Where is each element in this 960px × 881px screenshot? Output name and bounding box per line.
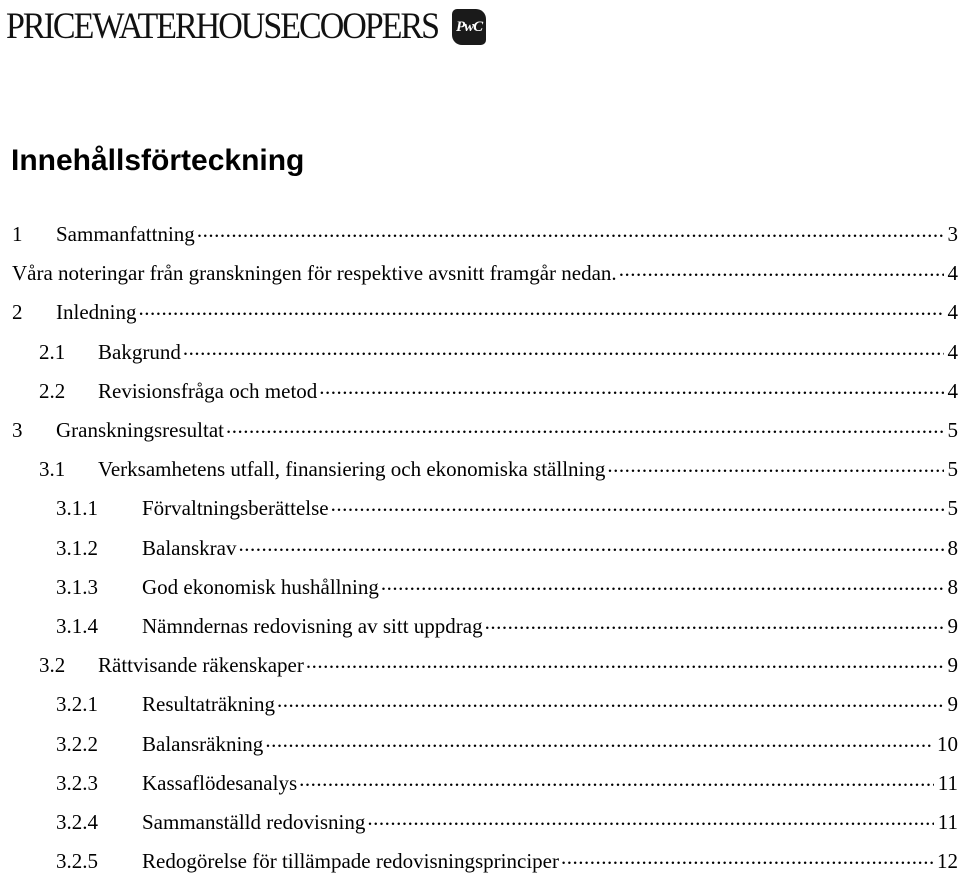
toc-entry-page-number: 9 <box>947 653 958 678</box>
toc-entry-label: Balansräkning <box>142 731 264 756</box>
dot-leader <box>277 690 944 711</box>
toc-entry[interactable] <box>56 808 958 838</box>
toc-entry-number: 2.1 <box>39 339 66 364</box>
dot-leader <box>226 416 944 437</box>
toc-entry-label: Balanskrav <box>142 535 237 560</box>
toc-entry-page-number: 9 <box>947 692 958 717</box>
toc-entry[interactable] <box>56 612 958 642</box>
toc-entry-number: 3.1.4 <box>56 614 98 638</box>
toc-entry[interactable] <box>56 847 958 877</box>
toc-entry[interactable] <box>39 651 958 681</box>
dot-leader <box>319 377 943 398</box>
dot-leader <box>306 651 944 672</box>
toc-entry-label: Resultaträkning <box>142 692 275 717</box>
toc-entry-number: 3.2.3 <box>56 770 98 795</box>
toc-entry-number: 3.2.5 <box>56 849 98 874</box>
toc-entry-label: Våra noteringar från granskningen för respektive avsnitt framgår nedan. <box>12 261 617 286</box>
toc-entry-label: Verksamhetens utfall, finansiering och ekonomiska ställning <box>98 457 606 482</box>
toc-entry-page-number: 4 <box>947 300 958 325</box>
toc-entry-label: Granskningsresultat <box>56 418 224 442</box>
logo-emblem-icon: PwC <box>452 9 486 45</box>
toc-entry-label: Revisionsfråga och metod <box>98 378 318 403</box>
dot-leader <box>183 338 944 359</box>
dot-leader <box>619 259 944 280</box>
dot-leader <box>238 534 943 555</box>
toc-entry-page-number: 11 <box>937 770 958 795</box>
toc-entry-number: 3.2.4 <box>56 810 98 834</box>
toc-entry-number: 3.2.1 <box>56 692 98 717</box>
toc-entry-label: Rättvisande räkenskaper <box>98 653 304 678</box>
toc-entry[interactable] <box>56 769 958 799</box>
toc-entry-number: 3.2 <box>39 653 66 678</box>
toc-entry-page-number: 4 <box>947 339 958 364</box>
dot-leader <box>265 730 933 751</box>
toc-entry-page-number: 5 <box>947 457 958 482</box>
toc-entry-page-number: 8 <box>947 535 958 560</box>
toc-entry-number: 3.1 <box>39 457 66 482</box>
toc-entry-label: Bakgrund <box>98 339 181 364</box>
toc-entry-number: 2.2 <box>39 378 66 403</box>
dot-leader <box>485 612 944 633</box>
toc-entry[interactable] <box>56 690 958 720</box>
toc-entry-label: Kassaflödesanalys <box>142 770 298 795</box>
toc-entry-number: 3.1.3 <box>56 574 98 599</box>
dot-leader <box>381 573 944 594</box>
toc-entry-label: Nämndernas redovisning av sitt uppdrag <box>142 614 483 638</box>
toc-entry[interactable] <box>39 338 958 368</box>
toc-entry-number: 3.2.2 <box>56 731 98 756</box>
toc-entry-number: 3.1.2 <box>56 535 98 560</box>
toc-entry-page-number: 5 <box>947 418 958 442</box>
toc-entry-page-number: 3 <box>947 222 958 246</box>
toc-entry[interactable] <box>12 259 958 289</box>
toc-entry-label: Redogörelse för tillämpade redovisningsprinciper <box>142 849 559 874</box>
toc-entry-page-number: 12 <box>937 849 958 874</box>
toc-entry-number: 1 <box>12 222 23 246</box>
toc-entry[interactable] <box>56 534 958 564</box>
toc-entry[interactable] <box>12 220 958 250</box>
dot-leader <box>367 808 933 829</box>
dot-leader <box>561 847 933 868</box>
toc-entry[interactable] <box>56 573 958 603</box>
dot-leader <box>197 220 944 241</box>
toc-entry-label: Inledning <box>56 300 137 325</box>
company-logo <box>6 4 486 50</box>
toc-entry-label: Sammanställd redovisning <box>142 810 366 834</box>
toc-entry-number: 3.1.1 <box>56 496 98 521</box>
logo-wordmark: PRICEWATERHOUSECOOPERS <box>6 6 439 47</box>
dot-leader <box>299 769 934 790</box>
toc-entry-page-number: 11 <box>937 810 958 834</box>
toc-entry-page-number: 4 <box>947 378 958 403</box>
toc-entry-page-number: 8 <box>947 574 958 599</box>
toc-entry[interactable] <box>56 730 958 760</box>
toc-entry-label: Förvaltningsberättelse <box>142 496 329 521</box>
toc-entry-label: God ekonomisk hushållning <box>142 574 379 599</box>
dot-leader <box>331 494 944 515</box>
toc-entry-number: 3 <box>12 418 23 442</box>
toc-entry[interactable] <box>39 377 958 407</box>
toc-entry-page-number: 9 <box>947 614 958 638</box>
toc-entry-page-number: 4 <box>947 261 958 286</box>
dot-leader <box>138 298 943 319</box>
toc-entry-label: Sammanfattning <box>56 222 195 246</box>
toc-entry-page-number: 10 <box>937 731 958 756</box>
toc-entry-number: 2 <box>12 300 23 325</box>
toc-entry[interactable] <box>56 494 958 524</box>
toc-title: Innehållsförteckning <box>11 144 305 177</box>
toc-entry-page-number: 5 <box>947 496 958 521</box>
dot-leader <box>607 455 943 476</box>
toc-entry[interactable] <box>39 455 958 485</box>
toc-entry[interactable] <box>12 416 958 446</box>
toc-entry[interactable] <box>12 298 958 328</box>
